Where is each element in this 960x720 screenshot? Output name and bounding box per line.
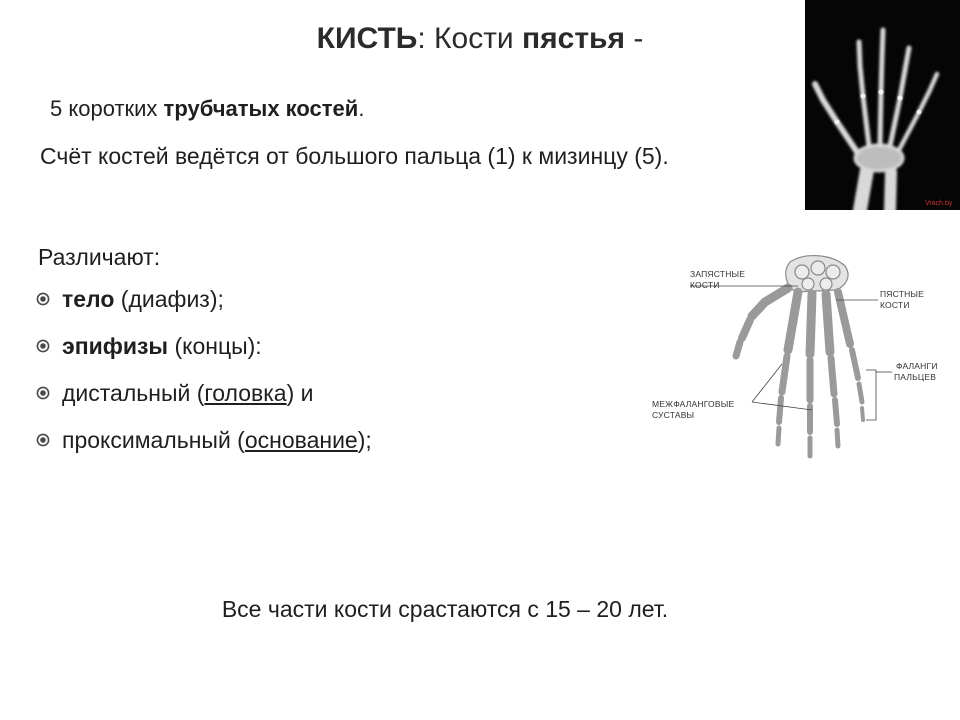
hand-skeleton-diagram (640, 250, 960, 470)
bullet-icon (36, 339, 50, 353)
bullet-text: проксимальный ( (62, 427, 245, 453)
bullet-icon (36, 292, 50, 306)
footer-text: Все части кости срастаются с 15 – 20 лет. (221, 596, 669, 622)
bullet-item-proximal (36, 427, 372, 474)
bullet-text: дистальный ( (62, 380, 205, 406)
list-lead: Различают: (38, 244, 161, 270)
bullet-text: (диафиз); (114, 286, 224, 312)
label-interphalangeal-2: СУСТАВЫ (652, 410, 695, 420)
bullet-bold: эпифизы (62, 333, 169, 359)
label-phalanges-1: ФАЛАНГИ (896, 361, 938, 371)
label-interphalangeal-1: МЕЖФАЛАНГОВЫЕ (652, 399, 735, 409)
intro-line (50, 96, 364, 122)
bullet-bold: тело (62, 286, 115, 312)
bullet-icon (36, 386, 50, 400)
intro-bold: трубчатых костей (163, 96, 359, 121)
label-carpal-1: ЗАПЯСТНЫЕ (690, 269, 746, 279)
xray-watermark: Vrach.by (925, 200, 953, 207)
bullet-underlined: головка (204, 380, 287, 406)
intro-prefix: 5 коротких (50, 96, 164, 121)
bullet-text: ); (357, 427, 372, 453)
label-metacarpal-1: ПЯСТНЫЕ (880, 289, 925, 299)
bullet-list (36, 286, 372, 474)
label-carpal-2: КОСТИ (690, 280, 720, 290)
bullet-item-epiphyses (36, 333, 372, 380)
bullet-text: (концы): (168, 333, 262, 359)
bullet-item-body (36, 286, 372, 333)
bullet-text: ) и (286, 380, 314, 406)
hand-xray-image (805, 0, 960, 210)
label-phalanges-2: ПАЛЬЦЕВ (894, 372, 937, 382)
title-kist: КИСТЬ (316, 22, 418, 55)
bullet-icon (36, 433, 50, 447)
title-pyastya: пястья (522, 22, 625, 55)
bullet-item-distal (36, 380, 372, 427)
count-text: Счёт костей ведётся от большого пальца (1) к мизинцу (5). (40, 143, 669, 169)
title-dash: - (624, 22, 644, 55)
intro-suffix: . (358, 96, 365, 121)
label-metacarpal-2: КОСТИ (880, 300, 910, 310)
title-kosti: : Кости (417, 22, 523, 55)
bullet-underlined: основание (244, 427, 358, 453)
